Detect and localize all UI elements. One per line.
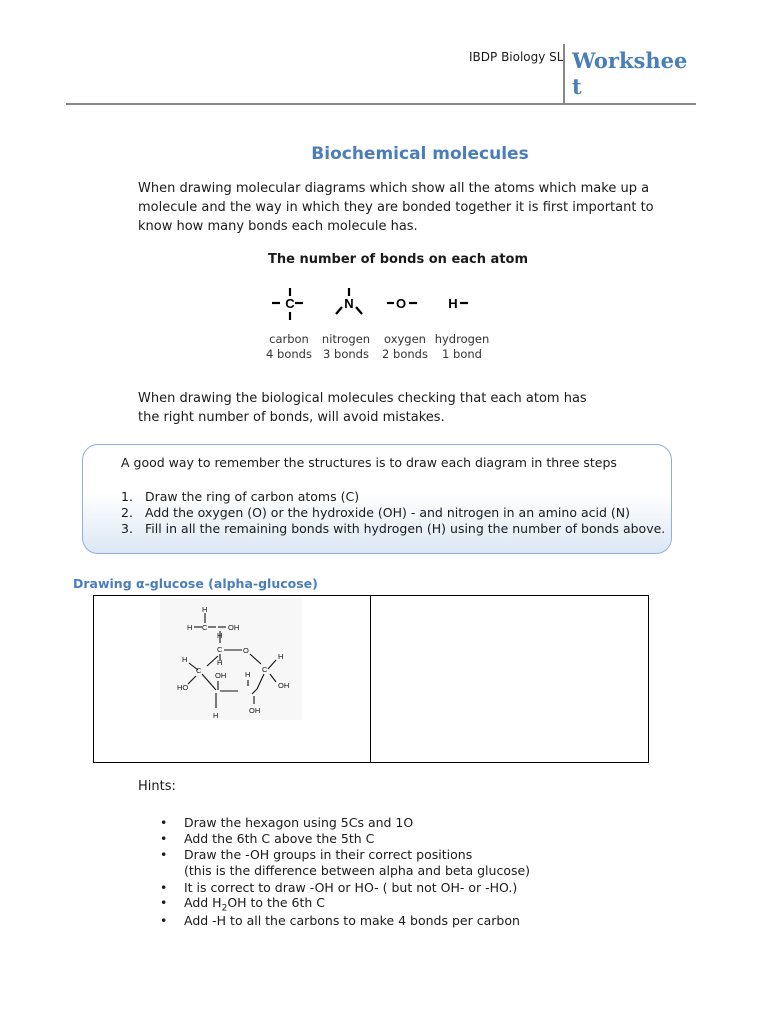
advice-paragraph: When drawing the biological molecules checking that each atom has the right number of bonds, will avoid mistakes. xyxy=(138,391,587,425)
callout-intro: A good way to remember the structures is to draw each diagram in three steps xyxy=(121,455,617,470)
step-text: Add the oxygen (O) or the hydroxide (OH) - and nitrogen in an amino acid (N) xyxy=(145,505,630,520)
document-type: Worksheet xyxy=(572,48,688,99)
nitrogen-bonds: 3 bonds xyxy=(323,347,369,361)
step-text: Draw the ring of carbon atoms (C) xyxy=(145,489,360,504)
hint-item-continued xyxy=(160,863,530,878)
glucose-atom-label: H xyxy=(182,655,188,664)
hint-text: Add -H to all the carbons to make 4 bonds per carbon xyxy=(184,913,520,928)
step-text: Fill in all the remaining bonds with hydrogen (H) using the number of bonds above. xyxy=(145,521,666,536)
hint-text: Add H xyxy=(184,895,222,910)
alpha-glucose-structure xyxy=(160,598,302,720)
hydrogen-bonds: 1 bond xyxy=(442,347,482,361)
step-item xyxy=(121,505,630,520)
carbon-name: carbon xyxy=(269,332,309,346)
hydrogen-symbol: H xyxy=(448,296,458,311)
glucose-atom-label: H xyxy=(213,711,219,720)
glucose-atom-label: OH xyxy=(215,671,227,680)
oxygen-bonds: 2 bonds xyxy=(382,347,428,361)
glucose-atom-label: C xyxy=(262,665,268,674)
glucose-atom-label: C xyxy=(217,645,223,654)
glucose-atom-label: H xyxy=(187,623,193,632)
glucose-atom-label: OH xyxy=(249,706,261,715)
carbon-symbol: C xyxy=(285,296,295,311)
step-item xyxy=(121,489,359,504)
hint-text: OH to the 6th C xyxy=(227,895,326,910)
glucose-atom-label: C xyxy=(196,666,202,675)
hints-title: Hints: xyxy=(138,779,176,794)
alpha-glucose-diagram xyxy=(160,598,302,720)
hint-item: • It is correct to draw -OH or HO- ( but not OH- or -HO.) xyxy=(160,880,518,895)
step-item xyxy=(121,521,665,536)
hint-subscript: 2 xyxy=(221,903,228,914)
hint-item: • Add $H_2OH$ to the 6th C xyxy=(160,895,326,914)
drawing-answer-area[interactable] xyxy=(372,597,646,761)
glucose-atom-label: H xyxy=(217,631,223,640)
hint-item: • Draw the -OH groups in their correct positions xyxy=(160,847,473,862)
glucose-atom-label: H xyxy=(202,605,208,614)
glucose-atom-label: HO xyxy=(177,683,189,692)
hint-item: • Add -H to all the carbons to make 4 bonds per carbon xyxy=(160,913,520,928)
header-vertical-rule xyxy=(563,44,565,104)
hydrogen-bond-diagram xyxy=(448,296,468,311)
drawing-table-divider xyxy=(370,595,371,763)
hydrogen-label xyxy=(432,332,492,362)
hint-text: Draw the -OH groups in their correct positions xyxy=(184,847,473,862)
oxygen-symbol: O xyxy=(395,296,407,311)
glucose-atom-label: C xyxy=(202,623,208,632)
carbon-label xyxy=(259,332,319,362)
step-number: 3. xyxy=(121,521,133,536)
glucose-atom-label: H xyxy=(245,670,251,679)
intro-paragraph: When drawing molecular diagrams which show all the atoms which make up a molecule and the way in which they are bonded together it is first important to know how many bonds each molecule has. xyxy=(138,181,654,234)
section-heading-alpha-glucose: Drawing α-glucose (alpha-glucose) xyxy=(73,576,318,591)
nitrogen-name: nitrogen xyxy=(321,332,371,346)
course-name: IBDP Biology SL xyxy=(469,50,564,64)
glucose-atom-label: H xyxy=(217,658,223,667)
step-number: 2. xyxy=(121,505,133,520)
glucose-atom-label: OH xyxy=(278,681,290,690)
bonds-figure-title: The number of bonds on each atom xyxy=(268,252,529,267)
hint-text: (this is the difference between alpha and beta glucose) xyxy=(184,863,531,878)
bond-diagram xyxy=(260,282,500,326)
page-title: Biochemical molecules xyxy=(311,144,529,164)
hydrogen-name: hydrogen xyxy=(434,332,490,346)
hint-text: Add the 6th C above the 5th C xyxy=(184,831,375,846)
oxygen-label xyxy=(375,332,435,362)
hint-item: • Draw the hexagon using 5Cs and 1O xyxy=(160,815,414,830)
hint-text: It is correct to draw -OH or HO- ( but not OH- or -HO.) xyxy=(184,880,518,895)
nitrogen-symbol: N xyxy=(344,296,354,311)
glucose-atom-label: H xyxy=(278,652,284,661)
glucose-atom-label: O xyxy=(243,646,249,655)
header-rule xyxy=(66,103,696,105)
glucose-atom-label: OH xyxy=(228,623,240,632)
hint-text: Draw the hexagon using 5Cs and 1O xyxy=(184,815,414,830)
hint-item: • Add the 6th C above the 5th C xyxy=(160,831,375,846)
carbon-bond-diagram xyxy=(272,288,303,320)
nitrogen-label xyxy=(316,332,376,362)
step-number: 1. xyxy=(121,489,133,504)
oxygen-bond-diagram xyxy=(387,296,417,311)
carbon-bonds: 4 bonds xyxy=(266,347,312,361)
nitrogen-bond-diagram xyxy=(336,288,362,314)
oxygen-name: oxygen xyxy=(384,332,426,346)
